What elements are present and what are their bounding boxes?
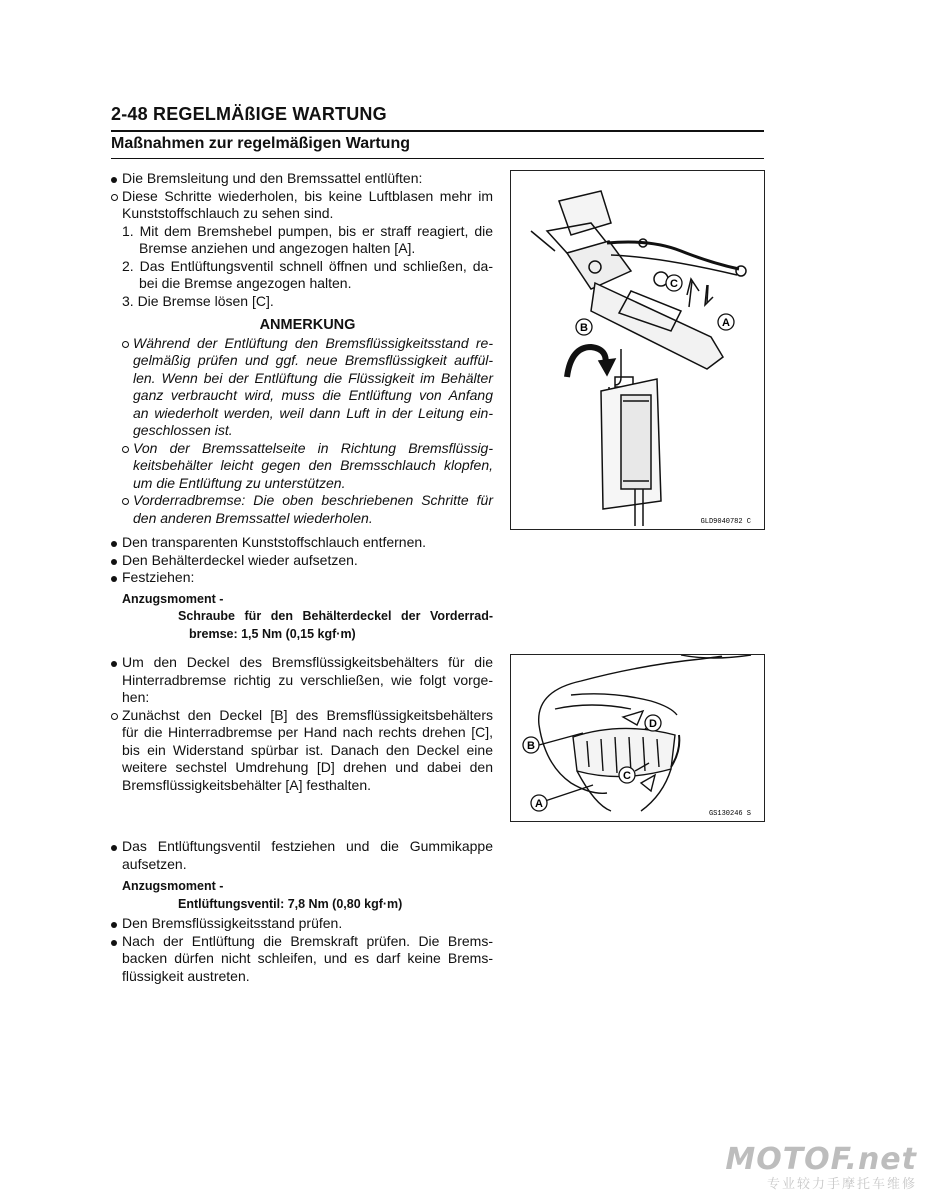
bullet-icon: [111, 559, 117, 565]
list-item: Den Behälterdeckel wieder aufsetzen.: [111, 552, 493, 570]
circle-bullet-icon: [122, 341, 129, 348]
reservoir-cap-illustration: [511, 655, 763, 820]
watermark-brand: MOTOF.net: [725, 1142, 917, 1177]
figure-code: GLD9040782 C: [700, 518, 751, 526]
bullet-icon: [111, 661, 117, 667]
list-item: Nach der Entlüftung die Bremskraft prüfen. Die Brems-: [111, 933, 493, 951]
list-item: Zunächst den Deckel [B] des Bremsflüssigkeitsbehälters: [111, 707, 493, 725]
rear-cap-steps: Um den Deckel des Bremsflüssigkeitsbehälters für die Hinterradbremse richtig zu verschließen, wie folgt vorge- hen: Zunächst den Deckel [B] des Bremsflüssigkeitsbehälters für die Hinterradbremse per Hand nach rechts drehen [C], bis ein Widerstand spürbar ist. Danach den Deckel eine weitere sechstel Umdrehung [D] drehen und dabei den Bremsflüssigkeitsbehälter [A] festhalten.: [111, 654, 493, 794]
bullet-icon: [111, 940, 117, 946]
figure-code: GS130246 S: [708, 810, 751, 818]
note-heading: ANMERKUNG: [259, 317, 356, 333]
page-title: 2-48 REGELMÄßIGE WARTUNG: [111, 104, 387, 124]
figure-brake-bleeding: [510, 170, 765, 530]
reassembly-steps: Den transparenten Kunststoffschlauch entfernen. Den Behälterdeckel wieder aufsetzen. Festziehen: Anzugsmoment - Schraube für den Behälterdeckel der Vorderrad- bremse: 1,5 Nm (0,15 kgf·m): [111, 534, 493, 643]
torque-spec: Entlüftungsventil: 7,8 Nm (0,80 kgf·m): [178, 896, 403, 911]
figure-label-a: A: [722, 317, 730, 329]
figure-label-c: C: [623, 770, 631, 782]
circle-bullet-icon: [111, 194, 118, 201]
bullet-icon: [111, 922, 117, 928]
step-3: 3. Die Bremse lösen [C].: [122, 292, 274, 309]
list-item: Den transparenten Kunststoffschlauch entfernen.: [111, 534, 493, 552]
torque-label: Anzugsmoment -: [122, 591, 224, 606]
step-2: 2. Das Entlüftungsventil schnell öffnen und schließen, da-: [122, 257, 493, 274]
watermark: [725, 1142, 917, 1192]
figure-label-c: C: [670, 278, 678, 290]
list-item: Festziehen:: [111, 569, 493, 587]
note-item: Während der Entlüftung den Bremsflüssigkeitsstand re-: [122, 335, 493, 353]
section-rule: [111, 158, 764, 159]
bullet-icon: [111, 541, 117, 547]
step-1: 1. Mit dem Bremshebel pumpen, bis er straff reagiert, die: [122, 222, 493, 239]
figure-label-d: D: [649, 718, 657, 730]
note-item: Von der Bremssattelseite in Richtung Bremsflüssig-: [122, 440, 493, 458]
list-item: Den Bremsflüssigkeitsstand prüfen.: [111, 915, 493, 933]
bullet-icon: [111, 576, 117, 582]
bullet-icon: [111, 845, 117, 851]
list-item: Um den Deckel des Bremsflüssigkeitsbehälters für die: [111, 654, 493, 672]
section-title: Maßnahmen zur regelmäßigen Wartung: [111, 135, 410, 152]
figure-label-b: B: [580, 322, 588, 334]
circle-bullet-icon: [111, 713, 118, 720]
brake-lever-caliper-illustration: [511, 171, 763, 528]
figure-reservoir-cap: [510, 654, 765, 822]
title-rule: [111, 130, 764, 132]
bullet-icon: [111, 177, 117, 183]
torque-label: Anzugsmoment -: [122, 879, 224, 893]
list-item: Die Bremsleitung und den Bremssattel entlüften:: [111, 170, 493, 188]
circle-bullet-icon: [122, 498, 129, 505]
list-item: Diese Schritte wiederholen, bis keine Luftblasen mehr im: [111, 188, 493, 206]
list-item: Das Entlüftungsventil festziehen und die Gummikappe: [111, 838, 493, 856]
note-item: Vorderradbremse: Die oben beschriebenen Schritte für: [122, 492, 493, 510]
figure-label-a: A: [535, 798, 543, 810]
torque-spec: Schraube für den Behälterdeckel der Vorderrad-: [178, 609, 493, 623]
circle-bullet-icon: [122, 446, 129, 453]
note-block: ANMERKUNG Während der Entlüftung den Bremsflüssigkeitsstand re- gelmäßig prüfen und ggf. neue Bremsflüssigkeit auffül- len. Wenn bei der Entlüftung die Flüssigkeit im Behälter ganz verbraucht wird, muss die Entlüftung von Anfang an wiederholt werden, weil dann Luft in der Leitung ein- geschlossen ist. Von der Bremssattelseite in Richtung Bremsflüssig- keitsbehälter leicht gegen den Bremsschlauch klopfen, um die Entlüftung zu unterstützen. Vorderradbremse: Die oben beschriebenen Schritte für den anderen Bremssattel wiederholen.: [111, 317, 493, 527]
final-steps: Das Entlüftungsventil festziehen und die Gummikappe aufsetzen. Anzugsmoment - Entlüftungsventil: 7,8 Nm (0,80 kgf·m) Den Bremsflüssigkeitsstand prüfen. Nach der Entlüftung die Bremskraft prüfen. Die Brems- backen dürfen nicht schleifen, und es darf keine Brems- flüssigkeit austreten.: [111, 838, 493, 985]
watermark-tagline: 专业较力手摩托车维修: [766, 1176, 917, 1191]
bleeding-steps: Die Bremsleitung und den Bremssattel entlüften: Diese Schritte wiederholen, bis keine Luftblasen mehr im Kunststoffschlauch zu sehen sind. 1. Mit dem Bremshebel pumpen, bis er straff reagiert, die Bremse anziehen und angezogen halten [A]. 2. Das Entlüftungsventil schnell öffnen und schließen, da- bei die Bremse angezogen halten. 3. Die Bremse lösen [C].: [111, 170, 493, 310]
figure-label-b: B: [527, 740, 535, 752]
